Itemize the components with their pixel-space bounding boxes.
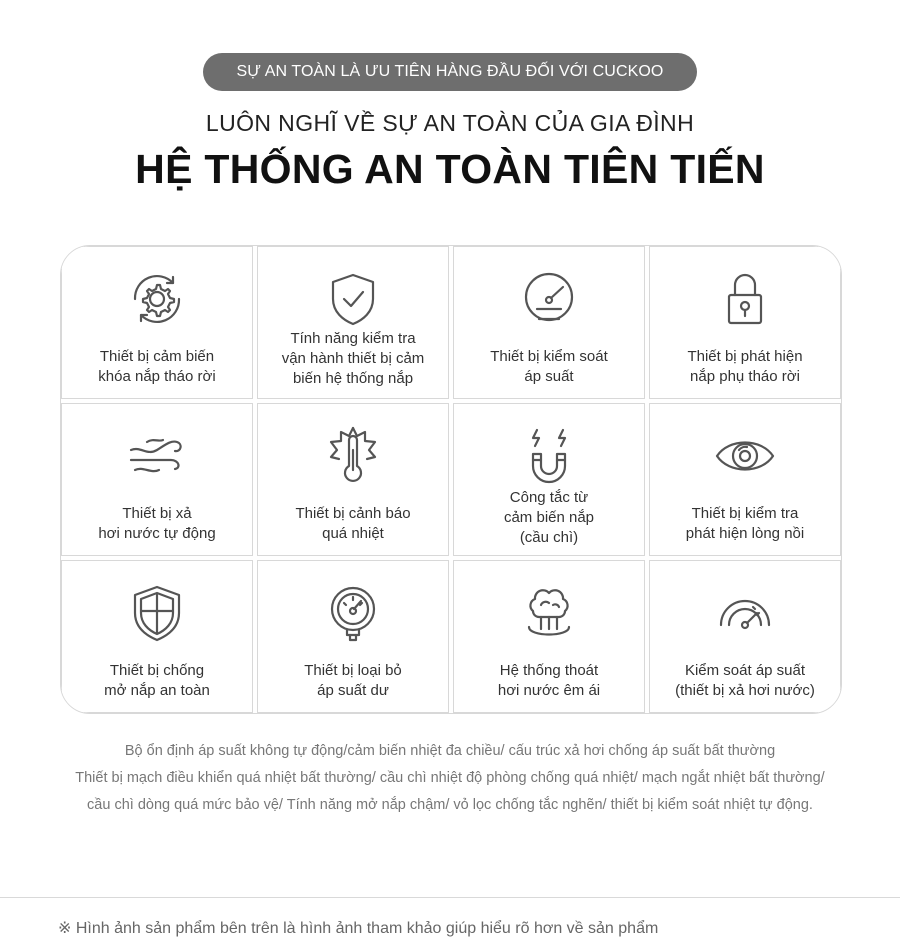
feature-card (257, 246, 449, 399)
feature-label: Thiết bị kiểm soát áp suất (490, 348, 608, 385)
divider (0, 897, 900, 898)
feature-card (61, 403, 253, 556)
gear-cycle-icon (127, 269, 187, 329)
feature-card (649, 246, 841, 399)
note-line: Bộ ổn định áp suất không tự động/cảm biến nhiệt đa chiều/ cấu trúc xả hơi chống áp suất bất thường (124, 743, 776, 759)
page-subtitle: LUÔN NGHĨ VỀ SỰ AN TOÀN CỦA GIA ĐÌNH (205, 110, 695, 136)
feature-card (649, 560, 841, 713)
feature-card (453, 560, 645, 713)
page-title: HỆ THỐNG AN TOÀN TIÊN TIẾN (135, 146, 765, 192)
feature-label: Hệ thống thoát hơi nước êm ái (497, 662, 601, 699)
header-badge: SỰ AN TOÀN LÀ ƯU TIÊN HÀNG ĐẦU ĐỐI VỚI CUCKOO (203, 53, 697, 91)
feature-label: Thiết bị cảnh báo quá nhiệt (295, 505, 411, 542)
feature-card (453, 403, 645, 556)
cross-shield-icon (127, 583, 187, 643)
feature-label: Thiết bị loại bỏ áp suất dư (304, 662, 402, 699)
feature-label: Thiết bị phát hiện nắp phụ tháo rời (687, 348, 803, 385)
steam-wind-icon (127, 426, 187, 486)
feature-card (61, 246, 253, 399)
feature-label: Thiết bị cảm biến khóa nắp tháo rời (98, 348, 216, 385)
pressure-gauge-icon (519, 269, 579, 329)
disclaimer: ※ Hình ảnh sản phẩm bên trên là hình ảnh tham khảo giúp hiểu rõ hơn về sản phẩm (58, 920, 659, 937)
magnet-icon (519, 426, 579, 486)
thermometer-icon (323, 426, 383, 486)
steam-cloud-icon (519, 583, 579, 643)
padlock-icon (715, 269, 775, 329)
feature-label: Thiết bị chống mở nắp an toàn (104, 662, 210, 699)
note-line: cầu chì dòng quá mức bảo vệ/ Tính năng mở nắp chậm/ vỏ lọc chống tắc nghẽn/ thiết bị kiểm soát nhiệt tự động. (87, 797, 813, 813)
feature-label: Thiết bị xả hơi nước tự động (98, 505, 216, 542)
note-line: Thiết bị mạch điều khiển quá nhiệt bất thường/ cầu chì nhiệt độ phòng chống quá nhiệt/ mạch ngắt nhiệt bất thường/ (75, 770, 825, 786)
feature-card (453, 246, 645, 399)
pressure-dial-icon (323, 583, 383, 643)
features-grid (60, 245, 842, 714)
feature-label: Kiểm soát áp suất (thiết bị xả hơi nước) (675, 662, 815, 699)
feature-label: Thiết bị kiểm tra phát hiện lòng nồi (685, 505, 805, 542)
feature-label: Công tắc từ cảm biến nắp (cầu chì) (503, 489, 595, 546)
speedometer-icon (715, 583, 775, 643)
feature-card (257, 560, 449, 713)
feature-notes (0, 738, 900, 819)
feature-label: Tính năng kiểm tra vận hành thiết bị cảm biến hệ thống nắp (281, 330, 425, 387)
feature-card (61, 560, 253, 713)
shield-check-icon (323, 269, 383, 329)
eye-icon (715, 426, 775, 486)
feature-card (257, 403, 449, 556)
feature-card (649, 403, 841, 556)
